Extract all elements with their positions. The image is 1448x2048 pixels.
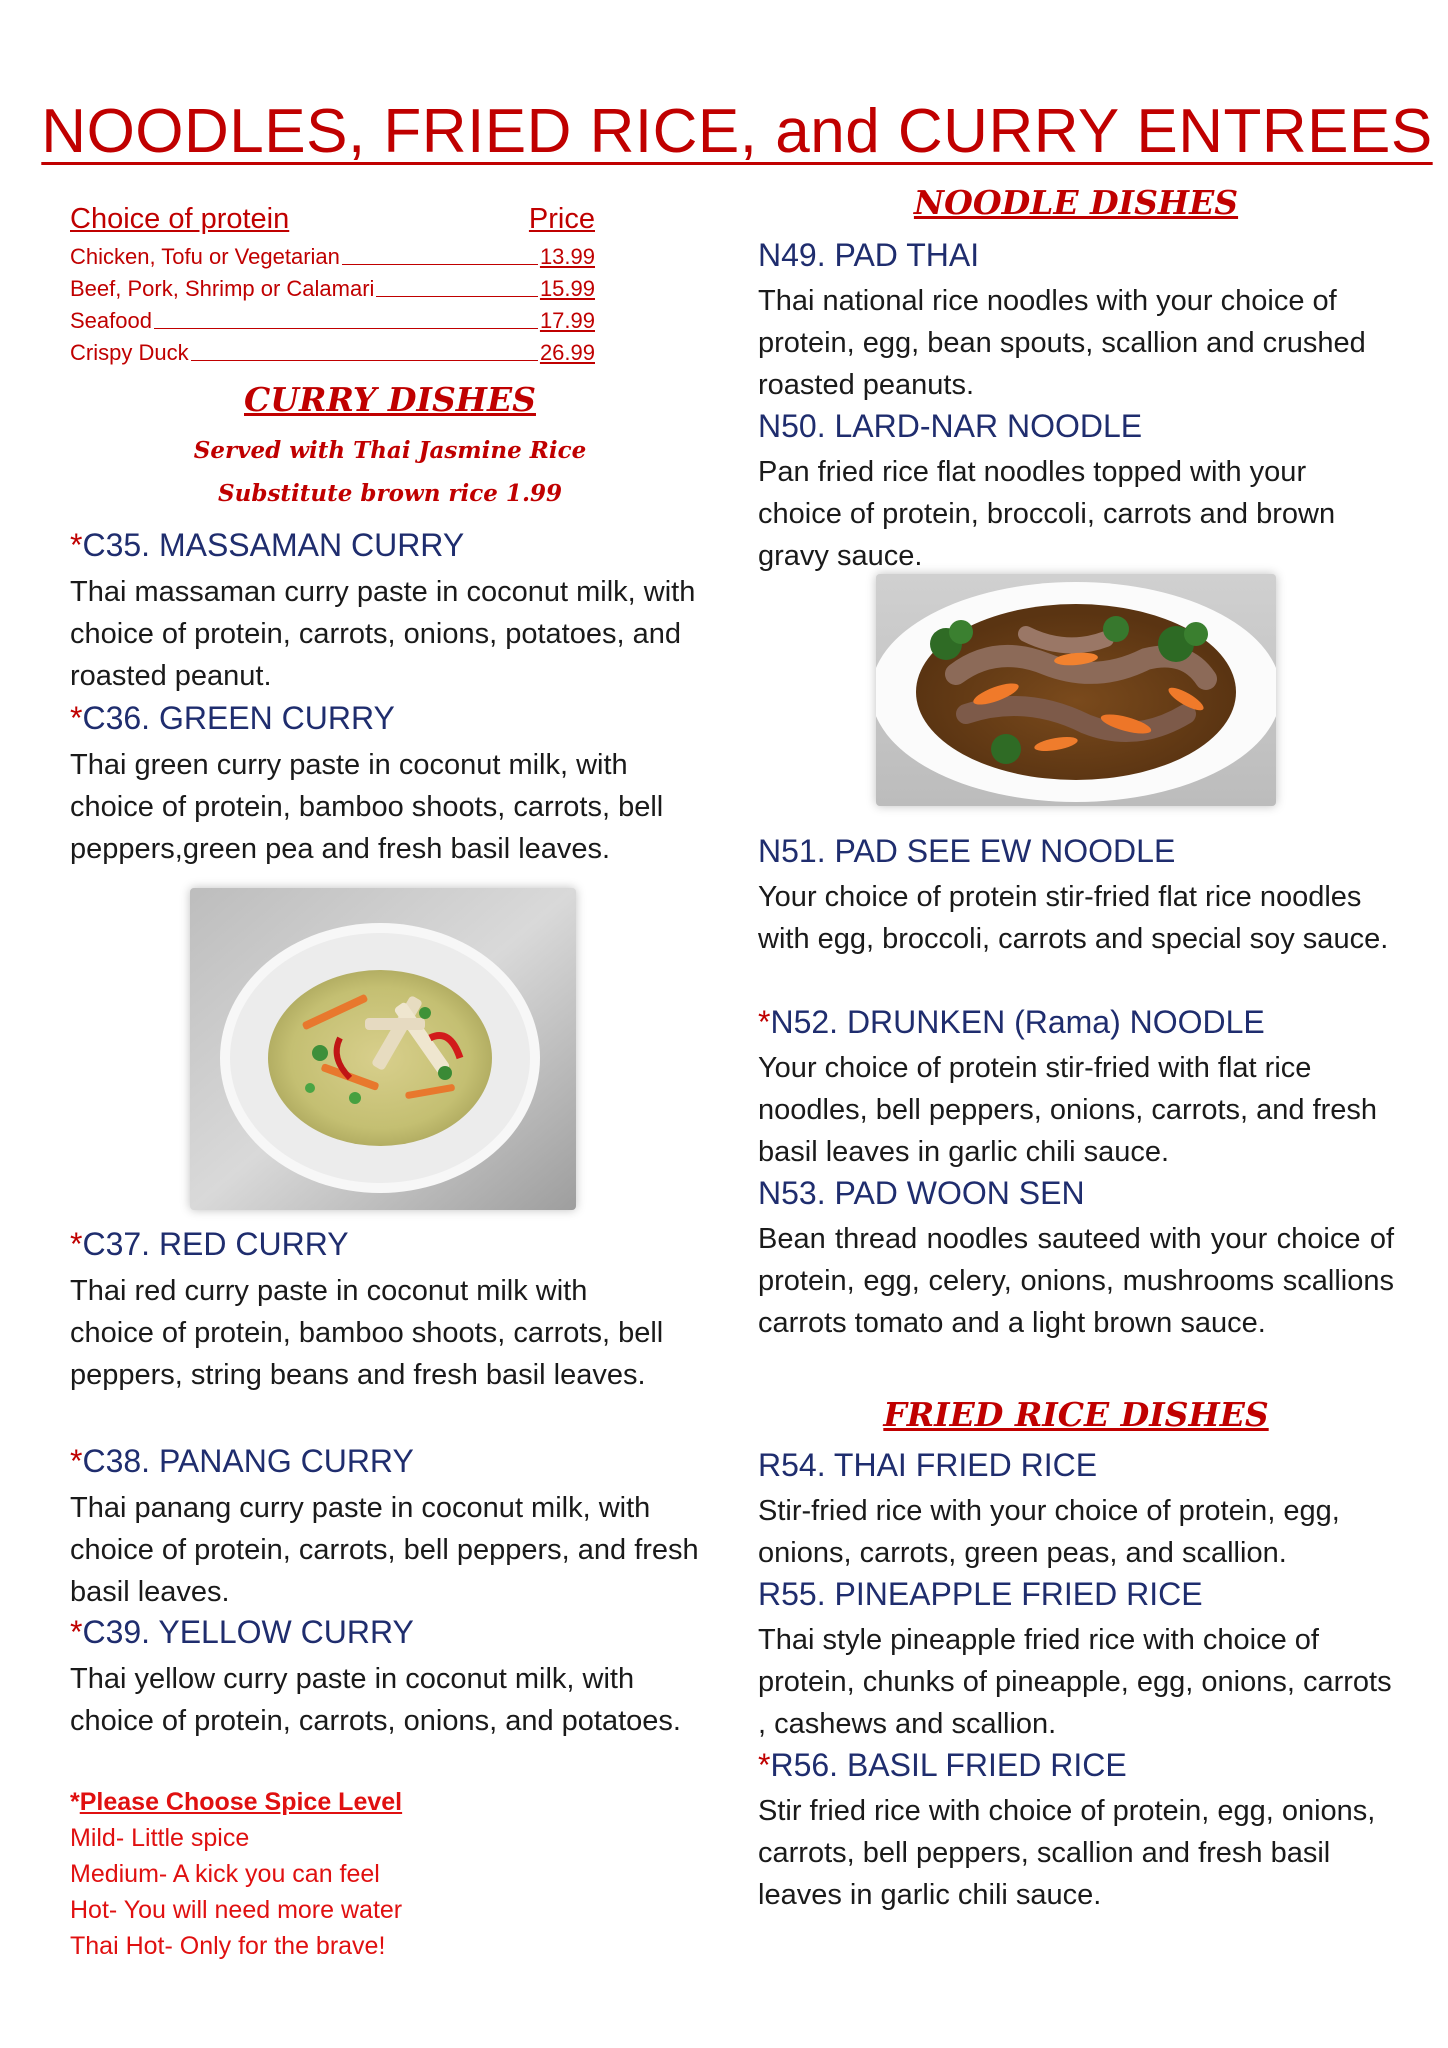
rice-note: Served with Thai Jasmine Rice [193,437,587,464]
lard-nar-noodle-photo [876,574,1276,806]
dotted-leader [376,296,538,297]
menu-item-description: Thai panang curry paste in coconut milk, with choice of protein, carrots, bell peppers, and fresh basil leaves. [70,1492,699,1608]
spice-level-item: Hot- You will need more water [70,1896,403,1924]
menu-item-title: R55. PINEAPPLE FRIED RICE [758,1576,1203,1612]
curry-section-heading: CURRY DISHES [244,380,536,419]
menu-item-description: Thai red curry paste in coconut milk with choice of protein, bamboo shoots, carrots, bell peppers, string beans and fresh basil leaves. [70,1275,664,1391]
menu-item-title: R54. THAI FRIED RICE [758,1447,1098,1483]
spice-level-legend [70,1784,402,1964]
menu-item-title: *C35. MASSAMAN CURRY [70,527,465,563]
menu-item-description: Your choice of protein stir-fried with flat rice noodles, bell peppers, onions, carrots, and fresh basil leaves in garlic chili sauce. [758,1052,1378,1168]
protein-price: 26.99 [539,340,595,365]
menu-item-description: Stir-fried rice with your choice of protein, egg, onions, carrots, green peas, and scallion. [758,1495,1340,1569]
dotted-leader [342,264,538,265]
price-row [70,334,595,366]
menu-item-title: N50. LARD-NAR NOODLE [758,408,1143,444]
protein-price: 15.99 [539,276,595,301]
menu-item-title: *R56. BASIL FRIED RICE [758,1747,1127,1783]
menu-item-title: N53. PAD WOON SEN [758,1175,1085,1211]
price-row [70,270,595,302]
spice-level-item: Mild- Little spice [70,1824,250,1852]
menu-item-title: *C37. RED CURRY [70,1226,349,1262]
spice-level-item: Medium- A kick you can feel [70,1860,380,1888]
menu-item-title: *N52. DRUNKEN (Rama) NOODLE [758,1004,1265,1040]
green-curry-photo [190,888,576,1210]
price-header: Price [528,203,595,235]
protein-header: Choice of protein [70,203,290,235]
menu-title: NOODLES, FRIED RICE, and CURRY ENTREES [41,97,1433,166]
fried-rice-section-heading: FRIED RICE DISHES [883,1395,1269,1434]
menu-item-description: Thai massaman curry paste in coconut milk, with choice of protein, carrots, onions, potatoes, and roasted peanut. [70,576,696,692]
price-row [70,302,595,334]
dotted-leader [154,328,538,329]
brown-rice-note: Substitute brown rice 1.99 [218,480,562,507]
menu-item-description: Thai style pineapple fried rice with choice of protein, chunks of pineapple, egg, onions, carrots , cashews and scallion. [758,1624,1392,1740]
price-row [70,238,595,270]
protein-name: Crispy Duck [70,340,189,365]
protein-name: Chicken, Tofu or Vegetarian [70,244,340,269]
spice-level-item: Thai Hot- Only for the brave! [70,1932,386,1960]
menu-item-title: N49. PAD THAI [758,237,980,273]
protein-price: 17.99 [539,308,595,333]
menu-item-title: N51. PAD SEE EW NOODLE [758,833,1176,869]
menu-item-title: *C39. YELLOW CURRY [70,1614,414,1650]
protein-price-table [70,203,595,366]
menu-item-description: Pan fried rice flat noodles topped with your choice of protein, broccoli, carrots and brown gravy sauce. [758,456,1336,572]
spice-level-title: *Please Choose Spice Level [70,1788,403,1816]
dotted-leader [191,360,538,361]
menu-item-description: Thai green curry paste in coconut milk, with choice of protein, bamboo shoots, carrots, bell peppers,green pea and fresh basil leaves. [70,749,664,865]
protein-name: Beef, Pork, Shrimp or Calamari [70,276,375,301]
price-table-header [70,203,595,236]
menu-item-description: Stir fried rice with choice of protein, egg, onions, carrots, bell peppers, scallion and fresh basil leaves in garlic chili sauce. [758,1795,1376,1911]
menu-item-description: Thai yellow curry paste in coconut milk, with choice of protein, carrots, onions, and potatoes. [70,1663,681,1737]
protein-name: Seafood [70,308,152,333]
menu-item-title: *C36. GREEN CURRY [70,700,395,736]
menu-item-description: Thai national rice noodles with your choice of protein, egg, bean spouts, scallion and crushed roasted peanuts. [758,285,1366,401]
noodle-section-heading: NOODLE DISHES [913,183,1239,222]
menu-item-description: Bean thread noodles sauteed with your choice of protein, egg, celery, onions, mushrooms scallions carrots tomato and a light brown sauce. [758,1223,1394,1339]
menu-item-title: *C38. PANANG CURRY [70,1443,414,1479]
menu-item-description: Your choice of protein stir-fried flat rice noodles with egg, broccoli, carrots and special soy sauce. [758,881,1389,955]
protein-price: 13.99 [539,244,595,269]
